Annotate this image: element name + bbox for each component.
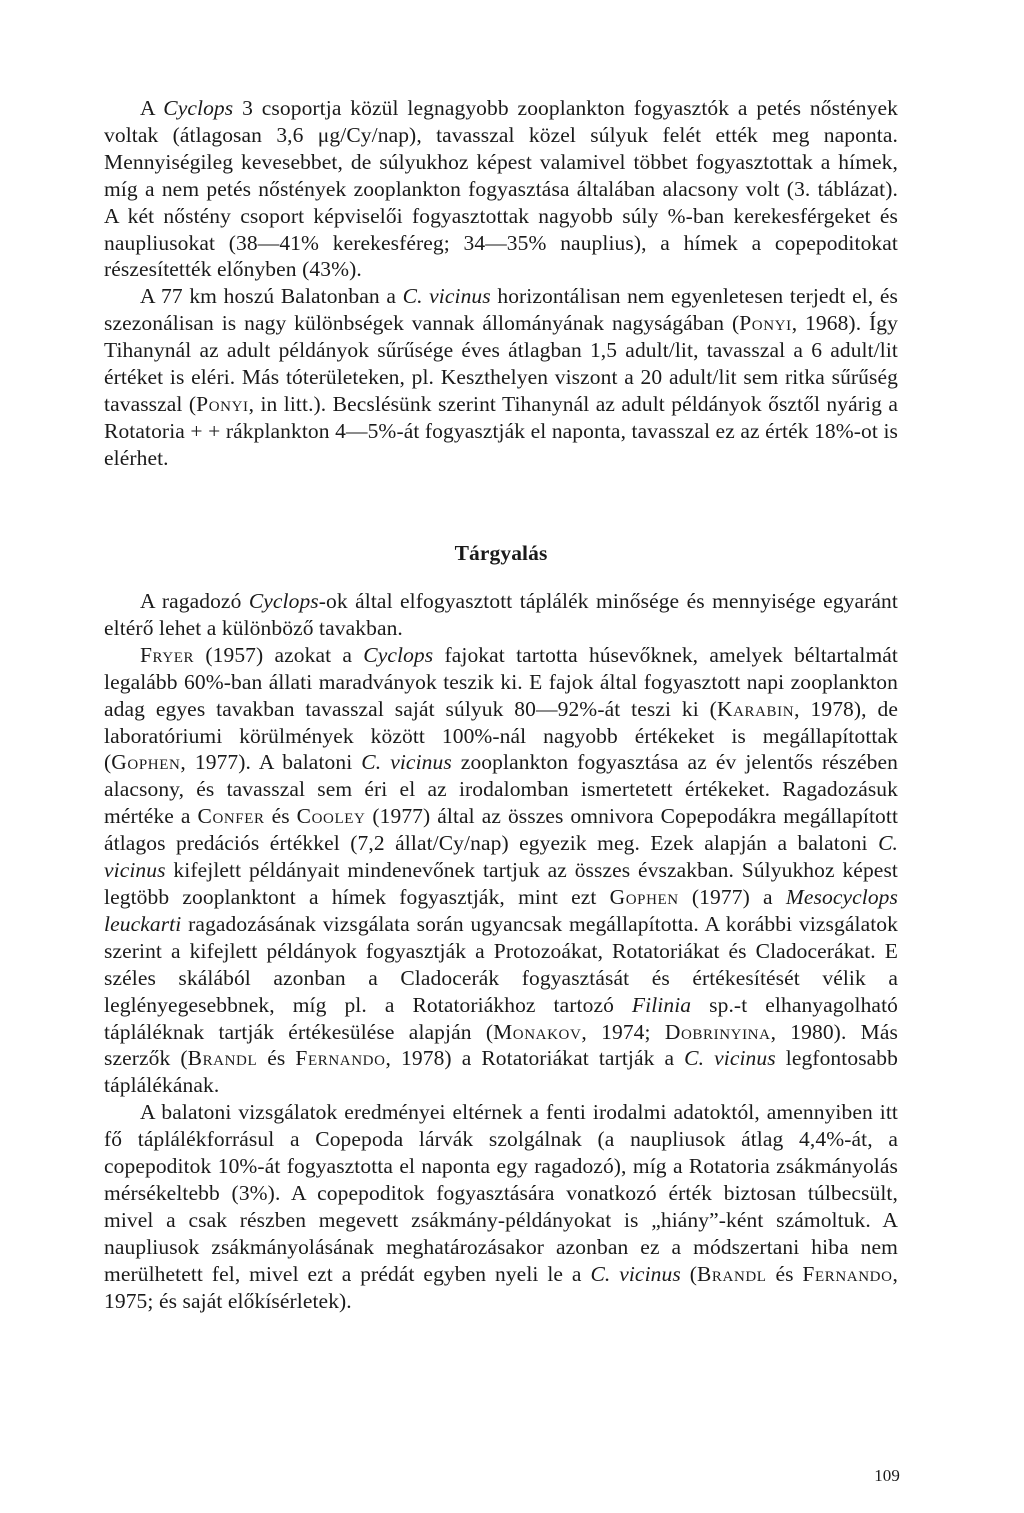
author-name: Cooley	[296, 804, 366, 829]
italic-term: Cyclops	[363, 642, 434, 667]
italic-term: Filinia	[631, 992, 692, 1017]
italic-term: C. vicinus	[590, 1261, 681, 1286]
italic-term: Cyclops	[248, 589, 319, 613]
discussion-text-block	[104, 588, 898, 1314]
author-name: Brandl	[187, 1046, 258, 1071]
italic-term: Mesocyclops leuckarti	[104, 884, 898, 936]
author-name: Gophen	[609, 884, 679, 909]
author-name: Dobrinyina	[664, 1019, 771, 1044]
author-name: Fryer	[140, 642, 195, 667]
paragraph: A 77 km hoszú Balatonban a C. vicinus horizontálisan nem egyenletesen terjedt el, és szezonálisan is nagy különbségek vannak állományának nagyságában (Ponyi, 1968). Így Tihanynál az adult példányok sűrűsége éves átlagban 1,5 adult/lit, tavasszal a 6 adult/lit értéket is eléri. Más tóterületeken, pl. Keszthelyen viszont a 20 adult/lit sem ritka sűrűség tavasszal (Ponyi, in litt.). Becslésünk szerint Tihanynál az adult példányok ősztől nyárig a Rotatoria + + rákplankton 4—5%-át fogyasztják el naponta, tavasszal ez az érték 18%-ot is elérhet.	[104, 284, 898, 470]
author-name: Gophen	[111, 750, 181, 775]
page-number: 109	[874, 1466, 900, 1485]
italic-term: C. vicinus	[684, 1046, 776, 1071]
italic-term: C. vicinus	[361, 750, 452, 775]
intro-text-block	[104, 95, 898, 472]
italic-term: C. vicinus	[104, 831, 898, 883]
author-name: Ponyi	[196, 391, 249, 416]
paragraph: A Cyclops 3 csoportja közül legnagyobb zooplankton fogyasztók a petés nőstények voltak (átlagosan 3,6 μg/Cy/nap), tavasszal közel súlyuk felét ették meg naponta. Mennyiségileg kevesebbet, de súlyukhoz képest valamivel többet fogyasztottak a hímek, míg a nem petés nőstények zooplankton fogyasztása általában alacsony volt (3. táblázat). A két nőstény csoport képviselői fogyasztottak nagyobb súly %-ban kerekesférgeket és naupliusokat (38—41% kerekesféreg; 34—35% nauplius), a hímek a copepoditokat részesítették előnyben (43%).	[104, 96, 898, 282]
paragraph: A ragadozó Cyclops-ok által elfogyasztott táplálék minősége és mennyisége egyaránt eltérő lehet a különböző tavakban.	[104, 589, 898, 640]
author-name: Karabin	[716, 696, 795, 721]
author-name: Confer	[197, 804, 265, 829]
italic-term: C. vicinus	[402, 284, 491, 309]
author-name: Monakov	[493, 1019, 582, 1044]
paragraph: Fryer (1957) azokat a Cyclops fajokat tartotta húsevőknek, amelyek béltartalmát legalább 60%-ban állati maradványok teszik ki. E fajok által fogyasztott napi zooplankton adag egyes tavakban tavasszal saját súlyuk 80—92%-át teszi ki (Karabin, 1978), de laboratóriumi körülmények között 100%-nál nagyobb értékeket is megállapítottak (Gophen, 1977). A balatoni C. vicinus zooplankton fogyasztása az év jelentős részében alacsony, és tavasszal sem éri el az irodalomban ismertetett értékeket. Ragadozásuk mértéke a Confer és Cooley (1977) által az összes omnivora Copepodákra megállapított átlagos predációs értékkel (7,2 állat/Cy/nap) egyezik meg. Ezek alapján a balatoni C. vicinus kifejlett példányait mindenevőnek tartjuk az összes évszakban. Súlyukhoz képest legtöbb zooplanktont a hímek fogyasztják, mint ezt Gophen (1977) a Mesocyclops leuckarti ragadozásának vizsgálata során ugyancsak megállapította. A korábbi vizsgálatok szerint a kifejlett példányok fogyasztják a Protozoákat, Rotatoriákat és Cladocerákat. E széles skálából azonban a Cladocerák fogyasztását és értékesítését vélik a leglényegesebbnek, míg pl. a Rotatoriákhoz tartozó Filinia sp.-t elhanyagolható tápláléknak tartják értékesülése alapján (Monakov, 1974; Dobrinyina, 1980). Más szerzők (Brandl és Fernando, 1978) a Rotatoriákat tartják a C. vicinus legfontosabb táplálékának.	[104, 642, 899, 1098]
paragraph: A balatoni vizsgálatok eredményei eltérnek a fenti irodalmi adatoktól, amennyiben itt fő táplálékforrásul a Copepoda lárvák szolgálnak (a naupliusok átlag 4,4%-át, a copepoditok 10%-át fogyasztotta el naponta egy ragadozó), míg a Rotatoria zsákmányolás mérsékeltebb (3%). A copepoditok fogyasztására vonatkozó érték biztosan túlbecsült, mivel a csak részben megevett zsákmány-példányokat is „hiány”-ként számoltuk. A naupliusok zsákmányolásának meghatározásakor azonban ez a módszertani hiba nem merülhetett fel, mivel ezt a prédát egyben nyeli le a C. vicinus (Brandl és Fernando, 1975; és saját előkísérletek).	[104, 1100, 898, 1313]
author-name: Brandl	[696, 1261, 767, 1286]
author-name: Fernando	[295, 1046, 386, 1071]
author-name: Ponyi	[739, 311, 792, 336]
italic-term: Cyclops	[163, 96, 234, 120]
author-name: Fernando	[802, 1261, 893, 1286]
section-heading: Tárgyalás	[454, 541, 548, 565]
